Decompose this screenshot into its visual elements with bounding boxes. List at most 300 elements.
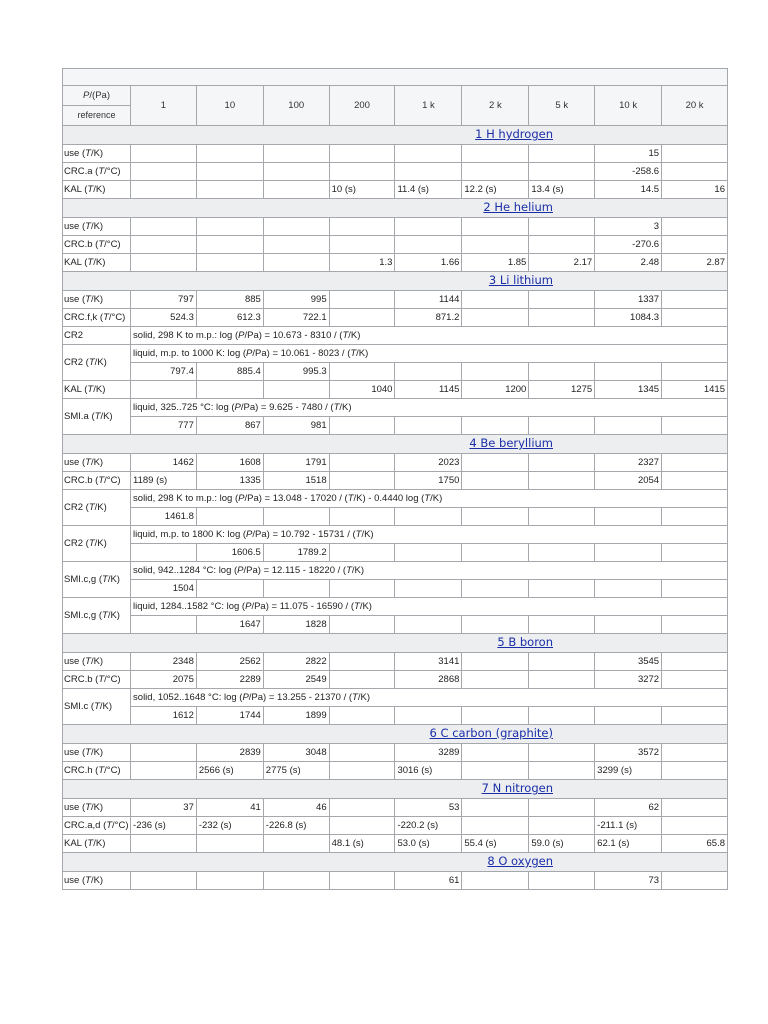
data-cell	[329, 218, 395, 236]
data-cell	[529, 454, 595, 472]
data-cell	[196, 254, 263, 272]
data-cell	[529, 799, 595, 817]
data-cell	[529, 580, 595, 598]
data-cell: 2327	[595, 454, 662, 472]
data-cell: 2289	[196, 671, 263, 689]
data-cell	[395, 616, 462, 634]
data-row	[63, 381, 728, 399]
pressure-col-header: 100	[263, 86, 329, 126]
pressure-col-header: 5 k	[529, 86, 595, 126]
data-cell	[329, 653, 395, 671]
data-cell	[329, 291, 395, 309]
data-cell: 797	[131, 291, 197, 309]
data-cell	[462, 872, 529, 890]
data-cell	[462, 508, 529, 526]
data-cell	[662, 291, 728, 309]
data-cell: 46	[263, 799, 329, 817]
data-row	[63, 218, 728, 236]
data-cell: 867	[196, 417, 263, 435]
data-cell: 10 (s)	[329, 181, 395, 199]
pressure-col-header: 1	[131, 86, 197, 126]
data-row	[63, 707, 728, 725]
data-cell	[462, 363, 529, 381]
element-link[interactable]: 8 O oxygen	[487, 854, 553, 868]
data-cell: 2348	[131, 653, 197, 671]
data-cell	[395, 363, 462, 381]
data-cell	[462, 417, 529, 435]
data-cell	[662, 872, 728, 890]
data-row	[63, 744, 728, 762]
data-row	[63, 309, 728, 327]
equation-row	[63, 526, 728, 544]
data-cell: 16	[662, 181, 728, 199]
data-cell	[263, 872, 329, 890]
data-cell	[662, 707, 728, 725]
row-label: SMI.c,g (T/K)	[63, 598, 131, 634]
data-cell: 1462	[131, 454, 197, 472]
data-row	[63, 472, 728, 490]
data-row	[63, 508, 728, 526]
data-cell	[462, 653, 529, 671]
data-cell	[462, 616, 529, 634]
data-cell: 62.1 (s)	[595, 835, 662, 853]
data-cell	[529, 817, 595, 835]
equation-text: solid, 298 K to m.p.: log (P/Pa) = 10.673 - 8310 / (T/K)	[131, 327, 728, 345]
pressure-col-header: 1 k	[395, 86, 462, 126]
element-header-cell	[63, 780, 728, 799]
data-cell	[196, 508, 263, 526]
data-cell	[662, 671, 728, 689]
data-cell: 2868	[395, 671, 462, 689]
data-cell: 14.5	[595, 181, 662, 199]
data-cell: 2839	[196, 744, 263, 762]
data-row	[63, 762, 728, 780]
element-link[interactable]: 3 Li lithium	[488, 273, 553, 287]
data-cell	[462, 580, 529, 598]
row-label: CRC.h (T/°C)	[63, 762, 131, 780]
data-cell	[329, 762, 395, 780]
data-cell	[462, 236, 529, 254]
data-cell	[662, 163, 728, 181]
element-header-row	[63, 725, 728, 744]
data-cell: 1145	[395, 381, 462, 399]
data-cell	[196, 145, 263, 163]
data-row	[63, 254, 728, 272]
data-cell	[662, 236, 728, 254]
data-cell	[529, 291, 595, 309]
row-label: SMI.c,g (T/K)	[63, 562, 131, 598]
data-cell	[529, 163, 595, 181]
data-cell: 2054	[595, 472, 662, 490]
data-cell: 2.48	[595, 254, 662, 272]
data-cell	[329, 309, 395, 327]
data-cell	[529, 218, 595, 236]
row-label: CRC.b (T/°C)	[63, 236, 131, 254]
data-cell	[529, 309, 595, 327]
data-cell: 3572	[595, 744, 662, 762]
element-link[interactable]: 4 Be beryllium	[469, 436, 553, 450]
data-cell: 15	[595, 145, 662, 163]
data-cell	[131, 544, 197, 562]
element-header-cell	[63, 126, 728, 145]
data-cell: -258.6	[595, 163, 662, 181]
data-cell	[662, 309, 728, 327]
data-row	[63, 544, 728, 562]
data-cell	[395, 580, 462, 598]
data-cell	[329, 872, 395, 890]
data-cell	[462, 707, 529, 725]
data-cell	[395, 163, 462, 181]
data-cell: -236 (s)	[131, 817, 197, 835]
data-cell	[263, 236, 329, 254]
data-cell: -226.8 (s)	[263, 817, 329, 835]
data-cell: 1612	[131, 707, 197, 725]
data-cell	[329, 508, 395, 526]
data-cell	[529, 544, 595, 562]
data-cell	[462, 544, 529, 562]
data-row	[63, 145, 728, 163]
data-cell	[529, 145, 595, 163]
data-cell	[329, 616, 395, 634]
data-cell	[329, 163, 395, 181]
data-cell: 1200	[462, 381, 529, 399]
data-cell	[131, 616, 197, 634]
data-cell	[395, 218, 462, 236]
equation-text: liquid, 1284..1582 °C: log (P/Pa) = 11.075 - 16590 / (T/K)	[131, 598, 728, 616]
data-cell: 61	[395, 872, 462, 890]
element-header-cell	[63, 199, 728, 218]
element-header-row	[63, 199, 728, 218]
row-label: KAL (T/K)	[63, 381, 131, 399]
data-cell	[395, 417, 462, 435]
data-cell	[329, 145, 395, 163]
data-cell	[595, 707, 662, 725]
data-cell: 13.4 (s)	[529, 181, 595, 199]
data-cell	[462, 817, 529, 835]
data-cell: 722.1	[263, 309, 329, 327]
data-cell	[329, 472, 395, 490]
data-cell: 2562	[196, 653, 263, 671]
data-cell	[595, 580, 662, 598]
data-cell	[131, 218, 197, 236]
data-cell	[529, 472, 595, 490]
row-label: KAL (T/K)	[63, 835, 131, 853]
data-cell	[662, 817, 728, 835]
data-cell: -211.1 (s)	[595, 817, 662, 835]
data-cell	[329, 454, 395, 472]
data-row	[63, 236, 728, 254]
data-cell	[595, 616, 662, 634]
data-cell	[662, 508, 728, 526]
element-link[interactable]: 5 B boron	[497, 635, 553, 649]
header-row	[63, 86, 728, 106]
data-cell: 41	[196, 799, 263, 817]
data-cell	[395, 508, 462, 526]
row-label: KAL (T/K)	[63, 181, 131, 199]
data-row	[63, 616, 728, 634]
row-label: use (T/K)	[63, 744, 131, 762]
data-cell	[329, 236, 395, 254]
row-label: SMI.c (T/K)	[63, 689, 131, 725]
data-cell	[662, 454, 728, 472]
data-cell: 1504	[131, 580, 197, 598]
data-cell	[131, 872, 197, 890]
element-header-cell	[63, 725, 728, 744]
data-cell	[662, 417, 728, 435]
data-cell: 1.3	[329, 254, 395, 272]
data-cell	[263, 181, 329, 199]
data-cell	[595, 508, 662, 526]
data-cell: 1337	[595, 291, 662, 309]
row-label: KAL (T/K)	[63, 254, 131, 272]
data-cell	[662, 762, 728, 780]
row-label: use (T/K)	[63, 799, 131, 817]
data-cell	[196, 163, 263, 181]
data-cell: 1606.5	[196, 544, 263, 562]
data-row	[63, 872, 728, 890]
element-header-row	[63, 853, 728, 872]
element-header-row	[63, 272, 728, 291]
data-cell	[662, 616, 728, 634]
data-cell	[462, 472, 529, 490]
data-cell: -270.6	[595, 236, 662, 254]
data-cell	[462, 762, 529, 780]
data-cell: -232 (s)	[196, 817, 263, 835]
data-row	[63, 163, 728, 181]
data-cell	[263, 163, 329, 181]
data-cell	[529, 363, 595, 381]
data-cell: 53	[395, 799, 462, 817]
data-cell: 1.66	[395, 254, 462, 272]
element-link[interactable]: 6 C carbon (graphite)	[429, 726, 553, 740]
data-cell	[529, 417, 595, 435]
element-header-cell	[63, 853, 728, 872]
row-label: use (T/K)	[63, 653, 131, 671]
data-cell	[196, 835, 263, 853]
data-cell: 1275	[529, 381, 595, 399]
element-link[interactable]: 1 H hydrogen	[475, 127, 553, 141]
data-row	[63, 671, 728, 689]
pressure-col-header: 20 k	[662, 86, 728, 126]
data-cell	[131, 381, 197, 399]
data-cell	[131, 181, 197, 199]
data-cell: 48.1 (s)	[329, 835, 395, 853]
data-cell: 1415	[662, 381, 728, 399]
data-cell	[263, 580, 329, 598]
data-cell	[329, 363, 395, 381]
data-cell	[131, 762, 197, 780]
data-cell	[662, 744, 728, 762]
data-cell: 885	[196, 291, 263, 309]
data-cell: 1335	[196, 472, 263, 490]
data-cell: 995	[263, 291, 329, 309]
data-cell	[662, 580, 728, 598]
data-cell	[529, 707, 595, 725]
data-cell	[196, 580, 263, 598]
data-cell: 73	[595, 872, 662, 890]
data-cell: 3272	[595, 671, 662, 689]
data-cell	[662, 799, 728, 817]
data-cell	[595, 417, 662, 435]
data-cell: 981	[263, 417, 329, 435]
data-cell: 3	[595, 218, 662, 236]
data-cell: 1744	[196, 707, 263, 725]
data-cell	[263, 254, 329, 272]
equation-text: solid, 942..1284 °C: log (P/Pa) = 12.115 - 18220 / (T/K)	[131, 562, 728, 580]
equation-row	[63, 562, 728, 580]
row-label: CRC.b (T/°C)	[63, 472, 131, 490]
data-cell: 2.17	[529, 254, 595, 272]
element-header-row	[63, 126, 728, 145]
equation-row	[63, 689, 728, 707]
data-cell: 1040	[329, 381, 395, 399]
data-cell	[462, 218, 529, 236]
data-cell: 3141	[395, 653, 462, 671]
element-header-row	[63, 435, 728, 454]
data-cell: 777	[131, 417, 197, 435]
data-cell	[329, 744, 395, 762]
row-label: use (T/K)	[63, 454, 131, 472]
data-cell: 1647	[196, 616, 263, 634]
data-cell	[196, 181, 263, 199]
data-cell: 3299 (s)	[595, 762, 662, 780]
data-cell: 797.4	[131, 363, 197, 381]
equation-row	[63, 345, 728, 363]
data-cell	[131, 163, 197, 181]
element-link[interactable]: 7 N nitrogen	[481, 781, 553, 795]
data-cell	[395, 707, 462, 725]
data-row	[63, 653, 728, 671]
pressure-header: P/(Pa)	[63, 86, 131, 106]
element-header-cell	[63, 272, 728, 291]
data-cell	[131, 835, 197, 853]
data-cell: 2549	[263, 671, 329, 689]
data-cell: -220.2 (s)	[395, 817, 462, 835]
data-cell	[595, 363, 662, 381]
equation-row	[63, 598, 728, 616]
data-cell	[131, 744, 197, 762]
data-cell	[196, 872, 263, 890]
pressure-col-header: 2 k	[462, 86, 529, 126]
equation-row	[63, 327, 728, 345]
data-cell	[395, 236, 462, 254]
data-cell	[662, 218, 728, 236]
data-cell	[263, 381, 329, 399]
data-cell	[263, 835, 329, 853]
element-header-row	[63, 780, 728, 799]
data-cell	[462, 145, 529, 163]
data-cell	[462, 454, 529, 472]
data-cell: 2075	[131, 671, 197, 689]
data-row	[63, 363, 728, 381]
data-cell	[263, 145, 329, 163]
data-cell	[529, 653, 595, 671]
row-label: use (T/K)	[63, 145, 131, 163]
data-cell: 2775 (s)	[263, 762, 329, 780]
data-cell: 65.8	[662, 835, 728, 853]
vapor-pressure-table-container	[62, 68, 728, 890]
data-cell: 3289	[395, 744, 462, 762]
data-cell: 53.0 (s)	[395, 835, 462, 853]
data-cell	[131, 236, 197, 254]
vapor-pressure-table	[62, 68, 728, 890]
data-row	[63, 181, 728, 199]
data-row	[63, 454, 728, 472]
data-cell	[263, 508, 329, 526]
data-cell	[329, 799, 395, 817]
data-cell	[662, 145, 728, 163]
equation-row	[63, 399, 728, 417]
row-label: CRC.a,d (T/°C)	[63, 817, 131, 835]
data-cell	[529, 762, 595, 780]
data-cell	[196, 236, 263, 254]
data-cell: 59.0 (s)	[529, 835, 595, 853]
data-cell: 3545	[595, 653, 662, 671]
reference-header: reference	[63, 106, 131, 126]
data-cell: 2.87	[662, 254, 728, 272]
row-label: CR2	[63, 327, 131, 345]
data-cell	[595, 544, 662, 562]
data-row	[63, 580, 728, 598]
element-header-cell	[63, 634, 728, 653]
element-link[interactable]: 2 He helium	[483, 200, 553, 214]
row-label: use (T/K)	[63, 872, 131, 890]
data-row	[63, 799, 728, 817]
data-cell	[662, 363, 728, 381]
data-cell	[131, 145, 197, 163]
data-cell	[529, 744, 595, 762]
data-cell	[462, 799, 529, 817]
data-cell	[662, 472, 728, 490]
data-cell: 37	[131, 799, 197, 817]
data-cell	[462, 163, 529, 181]
data-cell: 1084.3	[595, 309, 662, 327]
data-cell: 1608	[196, 454, 263, 472]
data-row	[63, 417, 728, 435]
data-cell	[529, 616, 595, 634]
data-cell	[329, 817, 395, 835]
data-cell	[329, 544, 395, 562]
data-cell: 995.3	[263, 363, 329, 381]
element-header-cell	[63, 435, 728, 454]
data-cell: 2822	[263, 653, 329, 671]
equation-row	[63, 490, 728, 508]
data-cell	[462, 309, 529, 327]
table-top-blank-row	[63, 69, 728, 86]
data-cell	[329, 580, 395, 598]
data-cell: 62	[595, 799, 662, 817]
data-cell	[529, 671, 595, 689]
data-cell: 55.4 (s)	[462, 835, 529, 853]
data-cell	[462, 744, 529, 762]
pressure-col-header: 10	[196, 86, 263, 126]
blank-cell	[63, 69, 728, 86]
pressure-col-header: 200	[329, 86, 395, 126]
data-cell: 2566 (s)	[196, 762, 263, 780]
data-cell: 1189 (s)	[131, 472, 197, 490]
data-cell: 524.3	[131, 309, 197, 327]
data-cell	[329, 671, 395, 689]
data-cell	[329, 707, 395, 725]
data-cell: 3048	[263, 744, 329, 762]
data-cell	[529, 236, 595, 254]
data-cell	[662, 544, 728, 562]
data-cell: 1461.8	[131, 508, 197, 526]
data-cell: 1789.2	[263, 544, 329, 562]
pressure-col-header: 10 k	[595, 86, 662, 126]
data-cell: 885.4	[196, 363, 263, 381]
element-header-row	[63, 634, 728, 653]
